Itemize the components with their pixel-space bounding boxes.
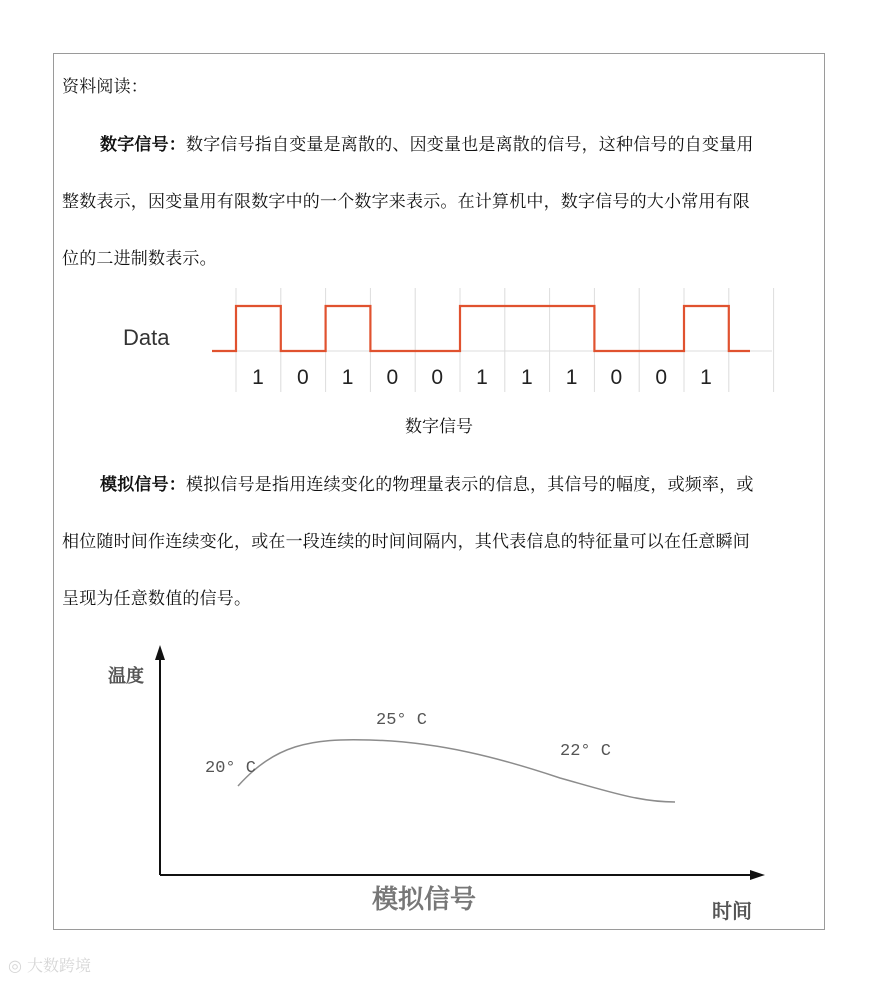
digital-paragraph-line-2: 整数表示，因变量用有限数字中的一个数字来表示。在计算机中，数字信号的大小常用有限 [62, 192, 750, 212]
annotation-25c: 25° C [376, 711, 428, 730]
analog-term: 模拟信号： [100, 475, 186, 495]
analog-chart-caption: 模拟信号 [372, 885, 477, 915]
digital-axis-label: Data [123, 325, 170, 350]
digital-term: 数字信号： [100, 135, 186, 155]
watermark: ◎ 大数跨境 [8, 956, 92, 975]
analog-x-label: 时间 [712, 899, 752, 923]
digital-paragraph-line-3: 位的二进制数表示。 [62, 249, 217, 269]
bit-label: 0 [610, 366, 623, 389]
bit-label: 0 [296, 366, 309, 389]
analog-definition-1: 模拟信号是指用连续变化的物理量表示的信息，其信号的幅度，或频率，或 [186, 475, 754, 495]
bit-label: 1 [700, 366, 712, 389]
bit-label: 1 [565, 366, 578, 389]
bit-label: 1 [520, 366, 533, 389]
digital-definition-1: 数字信号指自变量是离散的、因变量也是离散的信号，这种信号的自变量用 [186, 135, 754, 155]
analog-paragraph-line-2: 相位随时间作连续变化，或在一段连续的时间间隔内，其代表信息的特征量可以在任意瞬间 [62, 532, 750, 552]
digital-chart-caption: 数字信号 [405, 417, 473, 437]
watermark-text: 大数跨境 [27, 956, 92, 975]
analog-paragraph-line-3: 呈现为任意数值的信号。 [62, 589, 252, 609]
digital-signal-line [212, 306, 750, 351]
section-heading: 资料阅读： [62, 77, 148, 97]
annotation-20c: 20° C [205, 759, 257, 778]
bit-label: 1 [341, 366, 354, 389]
digital-signal-chart [0, 0, 878, 400]
analog-paragraph-line-1 [100, 470, 754, 495]
annotation-22c: 22° C [560, 742, 612, 761]
bit-label: 0 [655, 366, 668, 389]
bit-label: 0 [431, 366, 444, 389]
analog-y-label: 温度 [108, 666, 144, 687]
bit-label: 1 [252, 366, 264, 389]
bit-label: 0 [386, 366, 399, 389]
bit-label: 1 [476, 366, 488, 389]
